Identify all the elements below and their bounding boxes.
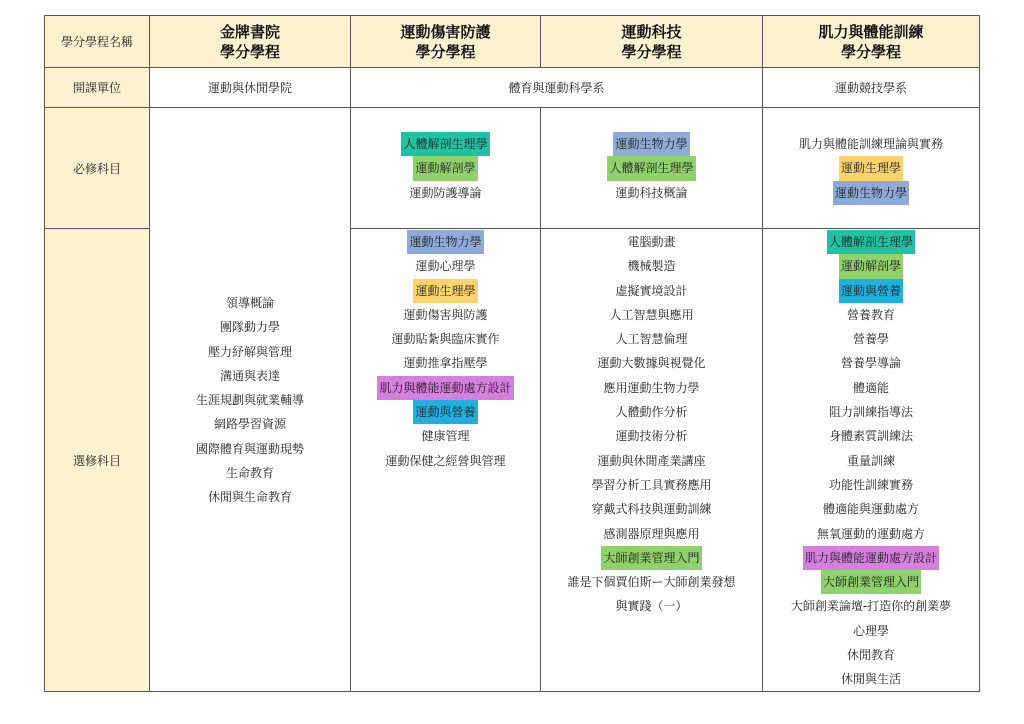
program-header-tech	[540, 15, 763, 68]
program-title-line1: 金牌書院	[219, 22, 280, 41]
course-item: 休閒教育	[846, 648, 895, 663]
course-item: 重量訓練	[846, 453, 895, 468]
course-item: 體適能與運動處方	[822, 502, 919, 517]
course-item: 人工智慧倫理	[615, 332, 688, 347]
course-item: 健康管理	[421, 429, 470, 444]
course-item: 與實踐（一）	[615, 599, 688, 614]
elective-injury-list	[350, 230, 541, 473]
required-row-label: 必修科目	[72, 161, 121, 176]
required-injury-list	[350, 132, 541, 205]
course-item: 生命教育	[225, 466, 274, 481]
header-row-label: 學分學程名稱	[60, 35, 133, 49]
course-item: 大師創業管理入門	[601, 546, 701, 570]
course-item: 壓力紓解與管理	[207, 344, 292, 359]
course-item: 機械製造	[627, 259, 676, 274]
program-title-line1: 肌力與體能訓練	[818, 22, 924, 41]
program-header-golden	[149, 15, 351, 68]
course-item: 運動大數據與視覺化	[597, 356, 706, 371]
course-item: 運動與營養	[413, 400, 477, 424]
elective-golden-list	[149, 291, 351, 510]
elective-tech-list	[540, 230, 763, 619]
course-item: 運動與營養	[839, 279, 903, 303]
course-item: 團隊動力學	[219, 320, 280, 335]
course-item: 網路學習資源	[213, 417, 286, 432]
course-item: 運動生物力學	[613, 132, 689, 156]
course-item: 身體素質訓練法	[828, 429, 913, 444]
course-item: 肌力與體能運動處方設計	[803, 546, 939, 570]
course-item: 運動生物力學	[407, 230, 483, 254]
course-item: 虛擬實境設計	[615, 283, 688, 298]
course-item: 運動傷害與防護	[403, 307, 488, 322]
course-item: 運動推拿指壓學	[403, 356, 488, 371]
elective-row-label: 選修科目	[72, 453, 121, 468]
course-item: 學習分析工具實務應用	[591, 477, 712, 492]
course-item: 運動技術分析	[615, 429, 688, 444]
program-header-strength	[762, 15, 980, 68]
course-item: 領導概論	[225, 296, 274, 310]
required-strength-list	[762, 132, 980, 205]
course-item: 運動解剖學	[839, 254, 903, 278]
elective-row-label-cell	[44, 228, 150, 692]
course-item: 營養學	[852, 332, 889, 347]
course-item: 國際體育與運動現勢	[195, 441, 304, 456]
program-title-line2: 學分學程	[415, 42, 476, 61]
elective-strength-list	[762, 230, 980, 692]
course-item: 應用運動生物力學	[603, 380, 700, 395]
unit-sports-science: 體育與運動科學系	[350, 67, 763, 108]
course-item: 大師創業管理入門	[821, 570, 921, 594]
program-title-line2: 學分學程	[840, 42, 901, 61]
units-row-label-cell	[44, 67, 150, 108]
course-item: 休閒與生活	[840, 672, 901, 687]
course-item: 肌力與體能運動處方設計	[377, 376, 513, 400]
header-row-label-cell	[44, 15, 150, 68]
course-item: 營養學導論	[840, 356, 901, 371]
course-item: 運動防護導論	[409, 185, 482, 200]
program-header-injury	[350, 15, 541, 68]
course-item: 無氧運動的運動處方	[816, 526, 925, 541]
course-item: 人體解剖生理學	[607, 156, 695, 180]
course-item: 感測器原理與應用	[603, 526, 700, 541]
course-item: 人體解剖生理學	[401, 132, 489, 156]
course-item: 運動保健之經營與管理	[385, 453, 506, 468]
course-item: 大師創業論壇-打造你的創業夢	[790, 599, 952, 614]
course-item: 溝通與表達	[219, 368, 280, 383]
unit-golden: 運動與休閒學院	[149, 67, 351, 108]
unit-athletics: 運動競技學系	[762, 67, 980, 108]
course-item: 運動與休閒產業講座	[597, 453, 706, 468]
program-title-line2: 學分學程	[621, 42, 682, 61]
course-item: 電腦動畫	[627, 235, 676, 249]
units-row-label: 開課單位	[72, 81, 121, 95]
course-item: 心理學	[852, 623, 889, 638]
course-item: 肌力與體能訓練理論與實務	[798, 137, 943, 151]
program-title-line1: 運動科技	[621, 22, 682, 41]
required-tech-list	[540, 132, 763, 205]
course-item: 人體解剖生理學	[827, 230, 915, 254]
course-item: 阻力訓練指導法	[828, 405, 913, 420]
required-row-label-cell	[44, 107, 150, 229]
course-item: 運動貼紮與臨床實作	[391, 332, 500, 347]
course-item: 誰是下個賈伯斯ー大師創業發想	[567, 575, 736, 590]
program-title-line2: 學分學程	[219, 42, 280, 61]
course-item: 運動生理學	[839, 156, 903, 180]
course-item: 穿戴式科技與運動訓練	[591, 502, 712, 517]
course-item: 運動心理學	[415, 259, 476, 274]
course-item: 休閒與生命教育	[207, 490, 292, 505]
course-item: 運動解剖學	[413, 156, 477, 180]
course-item: 體適能	[852, 380, 889, 395]
program-title-line1: 運動傷害防護	[400, 22, 491, 41]
course-item: 人體動作分析	[615, 405, 688, 420]
course-item: 生涯規劃與就業輔導	[195, 393, 304, 408]
course-item: 功能性訓練實務	[828, 477, 913, 492]
course-item: 運動科技概論	[615, 185, 688, 200]
course-item: 人工智慧與應用	[609, 307, 694, 322]
course-item: 運動生理學	[413, 279, 477, 303]
course-item: 運動生物力學	[833, 181, 909, 205]
course-item: 營養教育	[846, 307, 895, 322]
